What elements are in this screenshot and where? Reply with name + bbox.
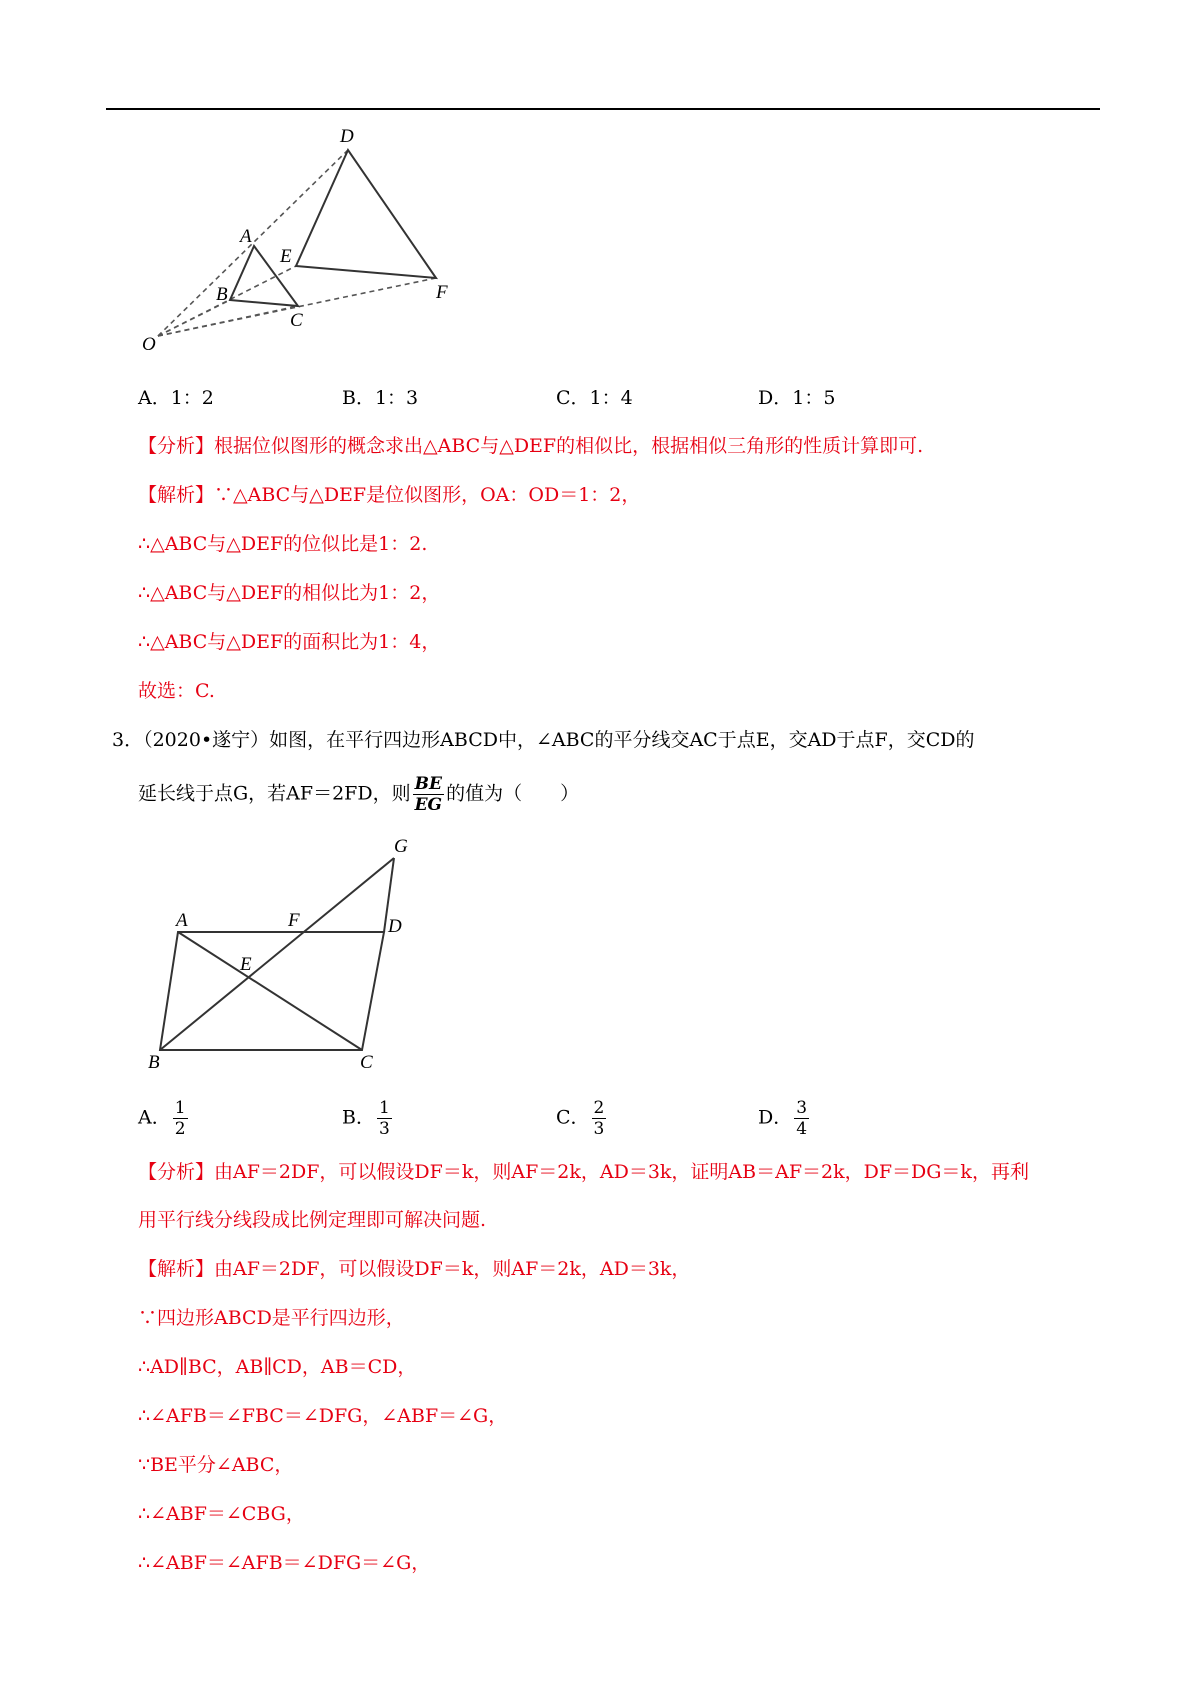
q2-analysis-tag: 【分析】 [138,435,215,457]
dashed-line-oc [158,306,298,336]
q3-solution-line-5: ∵BE平分∠ABC， [138,1454,294,1476]
q3-option-d [758,1098,811,1139]
q3-fraction-den: EG [414,795,443,815]
q3-analysis-text-1: 由AF＝2DF，可以假设DF＝k，则AF＝2k，AD＝3k，证明AB＝AF＝2k，DF＝DG＝k，再利 [214,1161,1029,1183]
q2-solution-line-4: ∴△ABC与△DEF的面积比为1：4， [138,631,441,653]
q3-text-2a: 延长线于点G，若AF＝2FD，则 [138,782,411,805]
q3-option-b [342,1098,394,1139]
q3-option-a-num: 1 [174,1098,186,1118]
q2-option-a: A．1：2 [138,387,214,409]
label-f2: F [288,910,300,931]
label-g: G [394,836,408,857]
q3-solution-tag: 【解析】 [138,1258,215,1280]
q3-analysis-line-1 [138,1158,1029,1186]
q3-option-d-num: 3 [796,1098,808,1118]
label-f: F [436,282,448,303]
label-e: E [280,246,292,267]
q3-stem-line-1 [112,726,975,754]
label-b: B [216,284,228,305]
q2-solution-line-1 [138,481,640,509]
label-a: A [240,226,252,247]
q3-solution-line-4: ∴∠AFB＝∠FBC＝∠DFG，∠ABF＝∠G， [138,1405,508,1427]
q3-option-d-frac [794,1098,809,1139]
q2-option-d: D．1：5 [758,387,836,409]
label-c: C [290,310,303,331]
q3-analysis-tag: 【分析】 [138,1161,215,1183]
q3-option-a-letter: A． [138,1106,171,1129]
q3-option-c-den: 3 [593,1119,605,1139]
parallelogram-abcd [160,932,384,1050]
q2-solution-text-1: ∵△ABC与△DEF是位似图形，OA：OD＝1：2， [214,484,641,506]
q3-option-c-frac [592,1098,607,1139]
q3-text-1: 如图，在平行四边形ABCD中，∠ABC的平分线交AC于点E，交AD于点F，交CD的 [269,729,975,751]
q3-option-c-letter: C． [556,1106,590,1129]
q3-option-b-num: 1 [378,1098,390,1118]
q3-option-d-den: 4 [796,1119,808,1139]
q2-option-b: B．1：3 [342,387,419,409]
header-rule [106,108,1100,110]
q3-option-a [138,1098,190,1139]
q3-option-c [556,1098,608,1139]
q3-stem-line-2 [138,774,579,815]
q3-option-d-letter: D． [758,1106,793,1129]
q2-solution-line-3: ∴△ABC与△DEF的相似比为1：2， [138,582,441,604]
q2-option-c: C．1：4 [556,387,633,409]
diagonal-ac [178,932,362,1050]
q3-solution-line-6: ∴∠ABF＝∠CBG， [138,1503,305,1525]
q3-option-b-frac [377,1098,392,1139]
q2-analysis [138,432,923,460]
q3-analysis-line-2: 用平行线分线段成比例定理即可解决问题. [138,1209,487,1231]
label-d: D [340,126,354,147]
label-b2: B [148,1052,160,1070]
q3-option-b-den: 3 [378,1119,390,1139]
figure-homothety [130,120,460,360]
q3-solution-text-1: 由AF＝2DF，可以假设DF＝k，则AF＝2k，AD＝3k， [214,1258,691,1280]
q3-solution-line-1 [138,1255,690,1283]
q3-text-2b: 的值为（ ） [446,782,580,805]
q2-solution-line-2: ∴△ABC与△DEF的位似比是1：2. [138,533,428,555]
label-c2: C [360,1052,373,1070]
q3-fraction [413,774,444,815]
q3-solution-line-7: ∴∠ABF＝∠AFB＝∠DFG＝∠G， [138,1552,431,1574]
line-bg [160,858,394,1050]
dashed-line-od [158,150,348,336]
q3-number: 3． [112,729,144,751]
q3-option-a-den: 2 [174,1119,186,1139]
triangle-def [296,150,436,278]
q2-analysis-text: 根据位似图形的概念求出△ABC与△DEF的相似比，根据相似三角形的性质计算即可. [214,435,924,457]
label-d2: D [388,916,402,937]
label-o: O [142,334,156,355]
q3-solution-line-2: ∵四边形ABCD是平行四边形， [138,1307,405,1329]
q3-solution-line-3: ∴AD∥BC，AB∥CD，AB＝CD， [138,1356,417,1378]
q3-option-a-frac [173,1098,188,1139]
label-a2: A [176,910,188,931]
q2-solution-tag: 【解析】 [138,484,215,506]
q2-solution-line-5: 故选：C. [138,680,215,702]
q3-fraction-num: BE [413,774,444,795]
dashed-line-ob [158,300,230,336]
q3-option-c-num: 2 [593,1098,605,1118]
figure-parallelogram [140,830,420,1070]
q3-source: （2020•遂宁） [143,729,270,751]
label-e2: E [240,954,252,975]
q3-option-b-letter: B． [342,1106,375,1129]
